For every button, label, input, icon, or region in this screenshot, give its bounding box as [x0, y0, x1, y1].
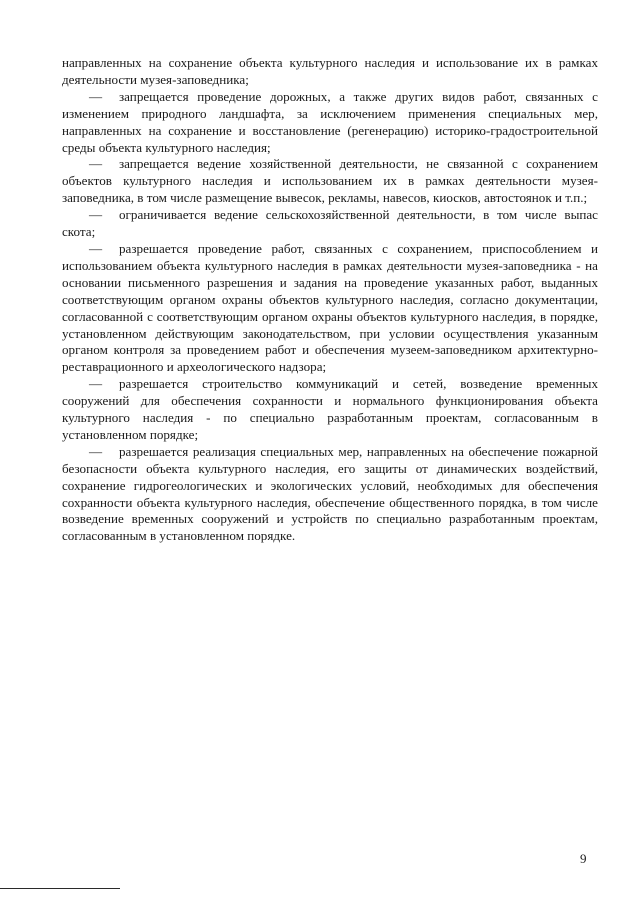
paragraph-text: разрешается строительство коммуникаций и сетей, возведение временных сооружений для обеспечения сохранности и нормального функционирования объекта культурного наследия - по специально разработанным проектам, согласованным в установленном порядке;: [62, 376, 598, 442]
paragraph-text: запрещается проведение дорожных, а также других видов работ, связанных с изменением природного ландшафта, за исключением применения специальных мер, направленных на сохранение и восстановление (регенерацию) историко-градостроительной среды объекта культурного наследия;: [62, 88, 598, 155]
dash-marker: —: [89, 376, 103, 392]
paragraph-continuation: [62, 55, 598, 89]
footer-rule: [0, 888, 120, 889]
dash-marker: —: [89, 88, 103, 104]
paragraph-text: направленных на сохранение объекта культурного наследия и использование их в рамках деятельности музея-заповедника;: [62, 55, 598, 87]
list-item-communications-permission: [62, 376, 598, 444]
paragraph-text: разрешается проведение работ, связанных с сохранением, приспособлением и использованием объекта культурного наследия в рамках деятельности музея-заповедника - на основании письменного разрешения и задания на проведение указанных работ, выданных соответствующим органом охраны объектов культурного наследия, согласно документации, согласованной с соответствующим органом охраны объектов культурного наследия, в порядке, установленном действующим законодательством, при условии осуществления указанным органом контроля за проведением работ и обеспечения музеем-заповедником архитектурно-реставрационного и археологического надзора;: [62, 240, 598, 375]
dash-marker: —: [89, 156, 103, 172]
paragraph-text: разрешается реализация специальных мер, направленных на обеспечение пожарной безопасности объекта культурного наследия, его защиты от динамических воздействий, сохранение гидрогеологических и экологических условий, необходимых для обеспечения сохранности объекта культурного наследия, обеспечение общественного порядка, в том числе возведение временных сооружений и устройств по специально разработанным проектам, согласованным в установленном порядке.: [62, 443, 598, 544]
list-item-economic-prohibition: [62, 156, 598, 207]
list-item-special-measures-permission: [62, 444, 598, 545]
dash-marker: —: [89, 207, 103, 223]
list-item-roads-prohibition: [62, 89, 598, 157]
document-body: [62, 55, 598, 545]
paragraph-text: ограничивается ведение сельскохозяйственной деятельности, в том числе выпас скота;: [62, 207, 598, 240]
page-number: 9: [580, 851, 587, 866]
list-item-works-permission: [62, 241, 598, 376]
paragraph-text: запрещается ведение хозяйственной деятельности, не связанной с сохранением объектов культурного наследия и использованием их в рамках деятельности музея-заповедника, в том числе размещение вывесок, рекламы, навесов, киосков, автостоянок и т.п.;: [62, 156, 598, 206]
dash-marker: —: [89, 443, 103, 459]
list-item-agriculture-restriction: [62, 207, 598, 241]
dash-marker: —: [89, 240, 103, 256]
